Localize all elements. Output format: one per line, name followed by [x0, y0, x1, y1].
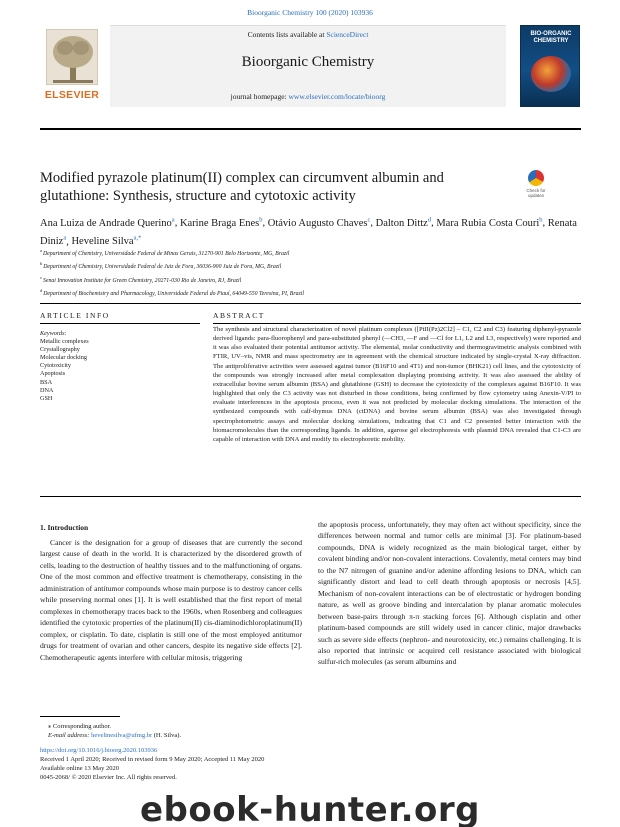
elsevier-tree-icon: [46, 29, 98, 85]
journal-masthead: [110, 25, 506, 107]
email-link[interactable]: hevelinesilva@ufmg.br: [91, 732, 153, 739]
affiliation-item: [40, 246, 581, 259]
affiliation-text: Department of Chemistry, Universidade Federal de Minas Gerais, 31270-901 Belo Horizonte, MG, Brazil: [43, 250, 290, 257]
article-info-underline: [40, 323, 200, 324]
corresponding-author-note: ⁎ Corresponding author.: [48, 723, 112, 730]
affiliation-list: [40, 246, 581, 300]
article-info-heading: ARTICLE INFO: [40, 311, 110, 320]
available-online: Available online 13 May 2020: [40, 765, 119, 772]
received-dates: Received 1 April 2020; Received in revised form 9 May 2020; Accepted 11 May 2020: [40, 756, 265, 763]
author-affiliation-marker[interactable]: a,*: [133, 234, 142, 242]
author-name[interactable]: Mara Rubia Costa Couri$^b$: [436, 216, 543, 229]
publisher-name: ELSEVIER: [44, 89, 100, 101]
info-divider: [40, 303, 581, 304]
corresponding-footnote: [40, 722, 340, 740]
author-list: Ana Luiza de Andrade Querino$^a$, Karine Braga Enes$^b$, Otávio Augusto Chaves$^c$, Dalton Dittz$^d$, Mara Rubia Costa Couri$^b$, Renata Diniz$^a$, Heveline Silva$^{a,*}$: [40, 216, 577, 247]
crossmark-icon: [528, 170, 544, 186]
affiliation-text: Department of Chemistry, Universidade Federal de Juiz de Fora, 36036-900 Juiz de Fora, MG, Brazil: [43, 264, 282, 271]
keyword-item: BSA: [40, 378, 53, 386]
affiliation-item: [40, 286, 581, 299]
keywords-block: [40, 330, 200, 403]
introduction-left-column: Cancer is the designation for a group of diseases that are currently the second largest cause of death in the world. It is characterized by the disordered growth of cells, leading to the destruction of healthy tissues and to the malfunctioning of organs. One of the most common and effective treatment is chemotherapy, consisting in the administration of antitumor compounds whose main purpose is to destroy cancer cells while preserving normal ones [1]. It is well established that the first report of metal complexes in chemotherapy traces back to the 1960s, when Rosenberg and colleagues identified the cytotoxic properties of the platinum(II) cis-diaminodichloroplatinum(II) complex, or cisplatin. To date, cisplatin is still one of the most employed antitumor drugs for treatment of ovarian and other cancers, despite its negative side effects [2]. Chemotherapeutic agents interfere with cellular mitosis, triggering: [40, 538, 302, 662]
journal-cover-thumbnail[interactable]: [520, 25, 580, 107]
keyword-item: Crystallography: [40, 346, 80, 354]
footnote-divider: [40, 716, 120, 717]
author-affiliation-marker[interactable]: b: [539, 216, 543, 223]
keyword-item: Cytotoxicity: [40, 362, 71, 370]
keyword-item: DNA: [40, 386, 54, 394]
crossmark-label: Check for updates: [526, 188, 546, 198]
article-metadata: [40, 746, 440, 782]
copyright-notice: 0045-2068/ © 2020 Elsevier Inc. All rights reserved.: [40, 774, 177, 781]
author-affiliation-marker[interactable]: d: [427, 216, 432, 223]
journal-title: Bioorganic Chemistry: [241, 54, 375, 70]
journal-homepage: journal homepage: www.elsevier.com/locate/bioorg: [230, 92, 386, 101]
elsevier-logo[interactable]: [40, 25, 104, 107]
doi-link[interactable]: https://doi.org/10.1016/j.bioorg.2020.103936: [40, 747, 158, 754]
journal-header: [40, 25, 581, 123]
keyword-item: Molecular docking: [40, 354, 87, 362]
introduction-right-column: the apoptosis process, unfortunately, they may often act without specificity, since the differences between normal and tumor cells are minimal [3]. For platinum-based compounds, DNA is widely recognized as the main biological target, either by covalent binding and/or non-covalent interactions. Covalently, metal centers may bind to the N7 nitrogen of guanine and/or adenine affording lesions to DNA, which can significantly distort and lead to cell death through apoptosis or necrosis [4,5]. Mechanism of non-covalent interactions can be of electrostatic or hydrogen bonding nature, as well as groove binding and intercalation by planar aromatic molecules between base-pairs through π-π stacking forces [6]. Although cisplatin and other platinum-based compounds are still widely used in cancer clinic, major drawbacks such as severe side effects (nephron- and neurotoxicity, etc.) remains challenging. It is also reported that intrinsic or acquired cell resistance associated with biological sulfur-rich molecules (as serum albumins and: [318, 520, 581, 667]
cover-title: BIO-ORGANIC CHEMISTRY: [530, 31, 572, 44]
affiliation-marker: c: [40, 274, 42, 280]
header-divider: [40, 128, 581, 130]
journal-reference[interactable]: Bioorganic Chemistry 100 (2020) 103936: [247, 8, 373, 17]
author-name[interactable]: Renata Diniz$^a$: [40, 217, 577, 247]
contents-availability: Contents lists available at ScienceDirect: [247, 30, 369, 39]
email-line: E-mail address: hevelinesilva@ufmg.br (H. Silva).: [48, 732, 182, 739]
author-name[interactable]: Heveline Silva$^{a,*}$: [71, 234, 142, 247]
author-name[interactable]: Dalton Dittz$^d$: [375, 216, 432, 229]
affiliation-item: [40, 259, 581, 272]
affiliation-marker: d: [40, 288, 43, 294]
affiliation-text: Senai Innovation Institute for Green Chemistry, 20271-030 Rio de Janeiro, RJ, Brazil: [43, 277, 242, 284]
watermark: ebook-hunter.org: [139, 790, 481, 827]
author-affiliation-marker[interactable]: c: [367, 216, 371, 223]
crossmark-badge[interactable]: [523, 170, 549, 200]
affiliation-item: [40, 273, 581, 286]
author-affiliation-marker[interactable]: b: [259, 216, 263, 223]
keyword-list: [40, 338, 200, 403]
keyword-item: Apoptosis: [40, 370, 66, 378]
article-title: Modified pyrazole platinum(II) complex can circumvent albumin and glutathione: Synthesis, structure and cytotoxic activity: [40, 170, 444, 204]
keyword-item: GSH: [40, 394, 53, 402]
affiliation-marker: a: [40, 248, 42, 253]
author-name[interactable]: Otávio Augusto Chaves$^c$: [267, 216, 371, 229]
introduction-heading: 1. Introduction: [40, 523, 89, 532]
author-name[interactable]: Ana Luiza de Andrade Querino$^a$: [40, 216, 175, 229]
keyword-item: Metallic complexes: [40, 338, 89, 346]
author-affiliation-marker[interactable]: a: [171, 216, 175, 223]
abstract-underline: [213, 323, 581, 324]
affiliation-marker: b: [40, 261, 43, 267]
abstract-heading: ABSTRACT: [213, 311, 265, 320]
abstract-divider: [40, 496, 581, 497]
homepage-link[interactable]: www.elsevier.com/locate/bioorg: [288, 92, 386, 101]
abstract-body: The synthesis and structural characterization of novel platinum complexes ([PtII(Pz)2Cl2] – C1, C2 and C3) featuring diphenyl-pyrazole derived ligands: para-fluorophenyl and para-substituted phenyl (—CH3, —F and —Cl for L1, L2 and L3, respectively) were reported and it was also evaluated their potential antitumor activity. The elemental, molar conductivity and thermogravimetric analysis combined with FTIR, UV–vis, NMR and mass spectrometry are in agreement with the chemical structure indicated by single-crystal X-ray diffraction. The antiproliferative activities were assessed against tumor (B16F10 and 4T1) and non-tumor (BHK21) cell lines, and the cytotoxicity of the compounds was strongly increased after metal complexation displaying promising activity. It was also assessed the ability of extracellular bovine serum albumin (BSA) and glutathione (GSH) to decrease the cytotoxicity of the complexes against B16F10. It was highlighted that only the C3 activity was not disturbed in those conditions, being confirmed by flow cytometry using Anexin-V/PI to evaluate interferences in the apoptosis process, even it was not predicted by molecular docking simulations. The interaction of the synthesized compounds with calf-thymus DNA (ctDNA) and bovine serum albumin (BSA) was also investigated through spectrophotometric assays and molecular docking simulations, indicating that C1 and C2 presented better interaction with the biomacromolecules than the corresponding ligands. In addition, agarose gel electrophoresis with plasmid DNA revealed that C1-C3 are capable of interaction with DNA and modify its electrophoretic mobility.: [213, 326, 581, 443]
sciencedirect-link[interactable]: ScienceDirect: [326, 30, 369, 39]
affiliation-text: Department of Biochemistry and Pharmacology, Universidade Federal do Piauí, 64049-550 Teresina, PI, Brazil: [43, 291, 304, 298]
keywords-label: Keywords:: [40, 330, 67, 337]
author-name[interactable]: Karine Braga Enes$^b$: [179, 216, 263, 229]
cover-artwork-icon: [531, 56, 571, 92]
author-affiliation-marker[interactable]: a: [63, 234, 67, 242]
